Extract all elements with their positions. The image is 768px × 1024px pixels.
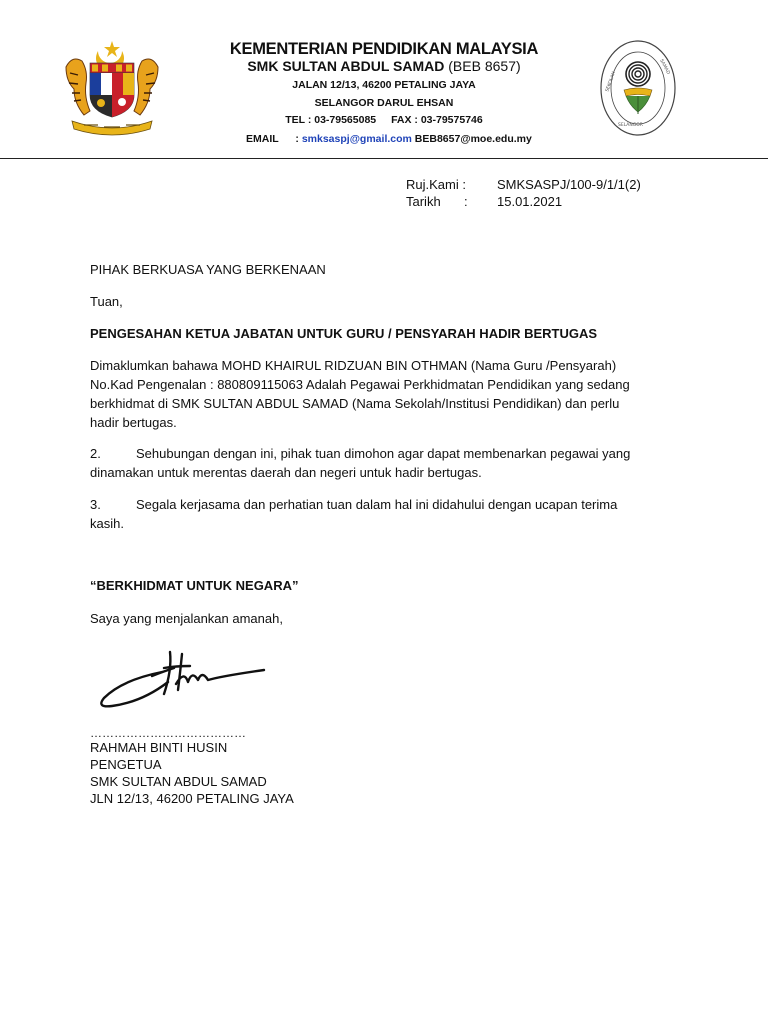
paragraph-1-line: No.Kad Pengenalan : 880809115063 Adalah Pegawai Perkhidmatan Pendidikan yang sedang [90, 377, 630, 392]
svg-text:SAMAD: SAMAD [658, 58, 671, 76]
school-name-text: SMK SULTAN ABDUL SAMAD [247, 58, 445, 74]
date-value: 15.01.2021 [497, 194, 563, 209]
email-label: EMAIL [246, 133, 279, 145]
paragraph-2-number: 2. [90, 446, 101, 461]
paragraph-1-line: berkhidmat di SMK SULTAN ABDUL SAMAD (Nama Sekolah/Institusi Pendidikan) dan perlu [90, 396, 620, 411]
address-line-1: JALAN 12/13, 46200 PETALING JAYA [292, 79, 476, 91]
paragraph-2-line: Sehubungan dengan ini, pihak tuan dimohon agar dapat membenarkan pegawai yang [136, 446, 631, 461]
signer-name: RAHMAH BINTI HUSIN [90, 740, 228, 755]
paragraph-1-line: Dimaklumkan bahawa MOHD KHAIRUL RIDZUAN BIN OTHMAN (Nama Guru /Pensyarah) [90, 358, 617, 373]
signature-line: ………………………………… [90, 726, 246, 740]
ministry-title: KEMENTERIAN PENDIDIKAN MALAYSIA [229, 40, 539, 58]
paragraph-3-line: kasih. [90, 516, 124, 531]
ref-label: Ruj.Kami : [406, 177, 466, 192]
email-2: BEB8657@moe.edu.my [414, 133, 532, 145]
email-separator: : [295, 133, 299, 145]
school-code: (BEB 8657) [448, 58, 521, 74]
paragraph-2-line: dinamakan untuk merentas daerah dan negeri untuk hadir bertugas. [90, 465, 482, 480]
svg-text:SEKOLAH: SEKOLAH [605, 71, 618, 93]
motto: “BERKHIDMAT UNTUK NEGARA” [90, 578, 299, 593]
fax-number: FAX : 03-79575746 [391, 114, 483, 126]
paragraph-3 [90, 495, 710, 533]
paragraph-3-number: 3. [90, 497, 101, 512]
letter-subject: PENGESAHAN KETUA JABATAN UNTUK GURU / PENSYARAH HADIR BERTUGAS [90, 326, 598, 341]
signer-title: PENGETUA [90, 757, 162, 772]
paragraph-1 [90, 356, 710, 432]
school-name [0, 58, 768, 74]
contact-email [246, 133, 532, 145]
address-line-2: SELANGOR DARUL EHSAN [314, 97, 454, 109]
signature-icon [92, 646, 284, 710]
contact-phone [0, 114, 768, 126]
email-link-1[interactable]: smksaspj@gmail.com [301, 133, 412, 145]
header-divider [0, 158, 768, 159]
tel-number: TEL : 03-79565085 [285, 114, 377, 126]
ref-value: SMKSASPJ/100-9/1/1(2) [497, 177, 641, 192]
date-separator: : [464, 194, 468, 209]
recipient: PIHAK BERKUASA YANG BERKENAAN [90, 262, 326, 277]
svg-text:SELANGOR: SELANGOR [618, 123, 643, 128]
paragraph-3-line: Segala kerjasama dan perhatian tuan dalam hal ini didahului dengan ucapan terima [136, 497, 618, 512]
paragraph-2 [90, 444, 710, 482]
salutation: Tuan, [90, 294, 123, 309]
closing: Saya yang menjalankan amanah, [90, 611, 283, 626]
signer-school: SMK SULTAN ABDUL SAMAD [90, 774, 267, 789]
date-label: Tarikh [406, 194, 441, 209]
paragraph-1-line: hadir bertugas. [90, 415, 177, 430]
signer-address: JLN 12/13, 46200 PETALING JAYA [90, 791, 294, 806]
